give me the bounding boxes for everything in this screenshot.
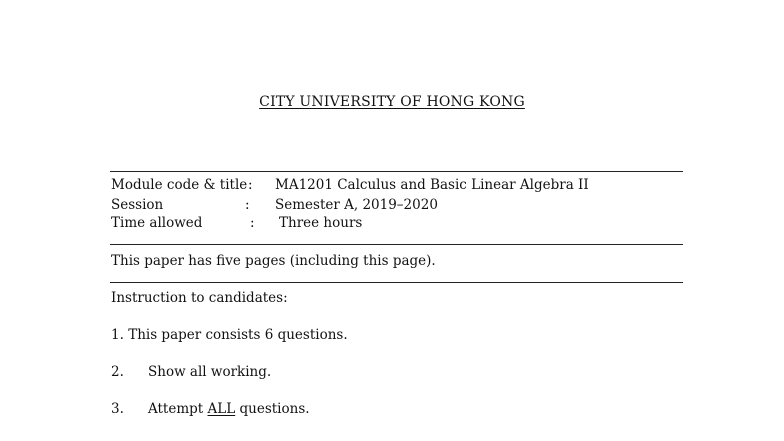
instruction-text: Show all working. bbox=[148, 364, 272, 380]
time-value: Three hours bbox=[279, 215, 363, 231]
instruction-text-pre: Attempt bbox=[148, 401, 208, 417]
instruction-number: 1. bbox=[111, 327, 124, 343]
module-colon: : bbox=[248, 177, 253, 193]
instruction-text-post: questions. bbox=[235, 401, 310, 417]
time-colon: : bbox=[250, 215, 255, 231]
instructions-heading: Instruction to candidates: bbox=[111, 290, 288, 306]
session-value: Semester A, 2019–2020 bbox=[275, 197, 438, 213]
session-colon: : bbox=[245, 197, 250, 213]
session-label: Session bbox=[111, 197, 164, 213]
lower-divider bbox=[110, 282, 683, 283]
pages-note: This paper has five pages (including this page). bbox=[111, 253, 436, 269]
instruction-item-1 bbox=[111, 326, 348, 344]
instruction-item-3 bbox=[148, 400, 310, 418]
instruction-number: 3. bbox=[111, 401, 124, 417]
time-label: Time allowed bbox=[111, 215, 203, 231]
instruction-text: This paper consists 6 questions. bbox=[128, 327, 348, 343]
instruction-emphasis: ALL bbox=[207, 401, 236, 417]
top-divider bbox=[110, 171, 683, 172]
university-name: CITY UNIVERSITY OF HONG KONG bbox=[259, 94, 525, 110]
instruction-number: 2. bbox=[111, 364, 124, 380]
module-label: Module code & title bbox=[111, 177, 248, 193]
university-title bbox=[0, 94, 784, 110]
middle-divider bbox=[110, 244, 683, 245]
module-value: MA1201 Calculus and Basic Linear Algebra II bbox=[275, 177, 589, 193]
